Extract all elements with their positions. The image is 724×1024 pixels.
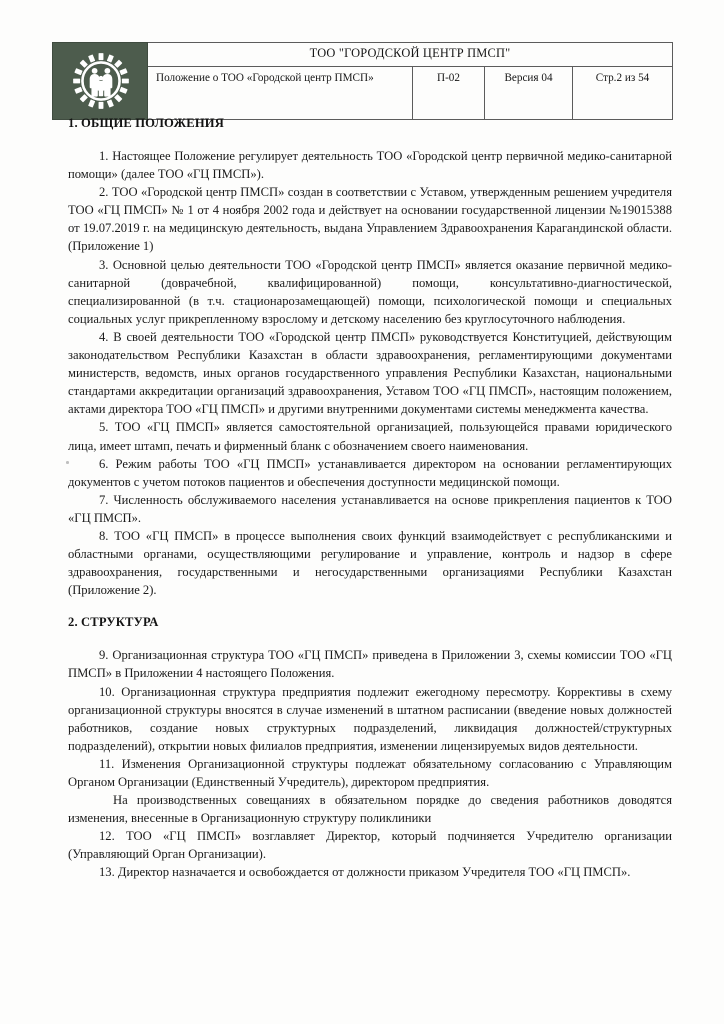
paragraph-3: 3. Основной целью деятельности ТОО «Городской центр ПМСП» является оказание первичной медико-санитарной (доврачебной, квалифицированной) помощи, консультативно-диагностической, специализированной (в т.ч. стационарозамещающей) помощи, психологической помощи и специальных социальных услуг прикрепленному взрослому и детскому населению без круглосуточного наблюдения.	[68, 257, 672, 326]
paragraph-10: 10. Организационная структура предприятия подлежит ежегодному пересмотру. Коррективы в схему организационной структуры вносятся в случае изменений в штатном расписании (введение новых должностей работников, создание новых структурных подразделений, ликвидация должностей/структурных подразделений), открытии новых филиалов предприятия, изменении лицензируемых видов деятельности.	[68, 684, 672, 753]
paragraph-6: 6. Режим работы ТОО «ГЦ ПМСП» устанавливается директором на основании регламентирующих документов с учетом потоков пациентов и обеспечения доступности медицинской помощи.	[68, 456, 672, 489]
paragraph-production-meetings: На производственных совещаниях в обязательном порядке до сведения работников доводятся изменения, внесенные в Организационную структуру поликлиники	[68, 793, 672, 826]
paragraph-1: 1. Настоящее Положение регулирует деятельность ТОО «Городской центр первичной медико-санитарной помощи» (далее ТОО «ГЦ ПМСП»).	[68, 149, 672, 182]
paragraph-11: 11. Изменения Организационной структуры подлежат обязательному согласованию с Управляющим Органом Организации (Единственный Учредитель), директором предприятия.	[68, 756, 672, 789]
paragraph-12: 12. ТОО «ГЦ ПМСП» возглавляет Директор, который подчиняется Учредителю организации (Управляющий Орган Организации).	[68, 829, 672, 862]
spacer	[68, 599, 672, 615]
paragraph-4: 4. В своей деятельности ТОО «Городской центр ПМСП» руководствуется Конституцией, действующим законодательством Республики Казахстан в области здравоохранения, регламентирующими документами министерств, ведомств, иных органов государственного управления Республики Казахстан, национальными стандартами аккредитации организаций здравоохранения, Уставом ТОО «ГЦ ПМСП», настоящим положением, актами директора ТОО «ГЦ ПМСП» и другими внутренними документами системы менеджмента качества.	[68, 329, 672, 417]
section-heading-general-provisions: 1. ОБЩИЕ ПОЛОЖЕНИЯ	[68, 116, 224, 130]
document-header-table	[52, 42, 673, 120]
logo-wrap	[53, 50, 148, 111]
spacer	[68, 630, 672, 646]
paragraph-7: 7. Численность обслуживаемого населения устанавливается на основе прикрепления пациентов к ТОО «ГЦ ПМСП».	[68, 492, 672, 525]
document-body	[68, 116, 672, 882]
paragraph-5: 5. ТОО «ГЦ ПМСП» является самостоятельной организацией, пользующейся правами юридического лица, имеет штамп, печать и фирменный бланк с обозначением своего наименования.	[68, 420, 672, 453]
document-version-cell: Версия 04	[485, 66, 573, 119]
organization-logo-cell	[53, 43, 148, 120]
spacer	[68, 131, 672, 147]
paragraph-13: 13. Директор назначается и освобождается от должности приказом Учредителя ТОО «ГЦ ПМСП».	[99, 865, 631, 880]
paragraph-2: 2. ТОО «Городской центр ПМСП» создан в соответствии с Уставом, утвержденным решением учредителя ТОО «ГЦ ПМСП» № 1 от 4 ноября 2002 года и действует на основании государственной лицензии №19015388 от 19.07.2019 г. на медицинскую деятельность, выдана Управлением Здравоохранения Карагандинской области. (Приложение 1)	[68, 185, 672, 254]
section-heading-structure: 2. СТРУКТУРА	[68, 615, 159, 630]
organization-title: ТОО "ГОРОДСКОЙ ЦЕНТР ПМСП"	[148, 43, 673, 67]
family-emblem-icon	[72, 52, 130, 110]
document-page-number-cell: Стр.2 из 54	[573, 66, 673, 119]
document-name-cell: Положение о ТОО «Городской центр ПМСП»	[148, 66, 413, 119]
paragraph-8: 8. ТОО «ГЦ ПМСП» в процессе выполнения своих функций взаимодействует с республиканскими и областными органами, осуществляющими регулирование и управление, контроль и надзор в сфере здравоохранения, государственными и негосударственными организациями Республики Казахстан (Приложение 2).	[68, 528, 672, 598]
document-code-cell: П-02	[413, 66, 485, 119]
paragraph-9: 9. Организационная структура ТОО «ГЦ ПМСП» приведена в Приложении 3, схемы комиссии ТОО «ГЦ ПМСП» в Приложении 4 настоящего Положения.	[68, 648, 672, 681]
